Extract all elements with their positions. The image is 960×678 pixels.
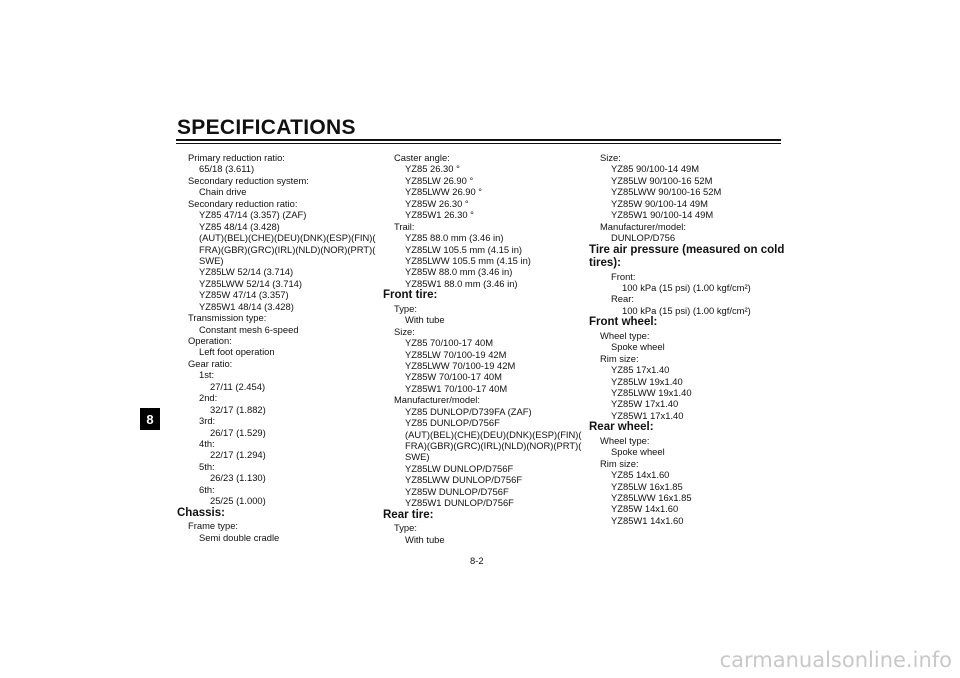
spec-label: Manufacturer/model:	[394, 394, 480, 406]
spec-value: 5th:	[199, 460, 215, 472]
section-heading: Front wheel:	[589, 316, 658, 329]
spec-label: Manufacturer/model:	[600, 220, 686, 232]
spec-value: YZ85 26.30 °	[405, 163, 460, 175]
spec-value: 26/23 (1.130)	[210, 472, 266, 484]
spec-value: Semi double cradle	[199, 531, 280, 543]
spec-label: Size:	[394, 325, 415, 337]
spec-value: YZ85LWW 105.5 mm (4.15 in)	[405, 254, 531, 266]
spec-label: Size:	[600, 152, 621, 163]
spec-label: Frame type:	[188, 520, 239, 532]
spec-label: Secondary reduction ratio:	[188, 197, 298, 209]
spec-value: YZ85LW 70/100-19 42M	[405, 348, 507, 360]
section-heading: Tire air pressure (measured on cold	[589, 243, 785, 256]
spec-label: Rim size:	[600, 457, 639, 469]
spec-value: YZ85LW 19x1.40	[611, 375, 683, 387]
spec-value: YZ85LWW 70/100-19 42M	[405, 359, 516, 371]
spec-value: With tube	[405, 314, 445, 326]
spec-value: YZ85LWW 26.90 °	[405, 186, 483, 198]
section-heading: tires):	[589, 257, 621, 269]
spec-value: YZ85 14x1.60	[611, 469, 670, 481]
spec-value: YZ85LWW 19x1.40	[611, 386, 692, 398]
spec-label: Primary reduction ratio:	[188, 152, 285, 163]
spec-label: Wheel type:	[600, 434, 650, 446]
spec-value: YZ85W 26.30 °	[405, 197, 469, 209]
spec-value: Chain drive	[199, 186, 247, 198]
spec-value: YZ85W1 48/14 (3.428)	[199, 300, 294, 312]
spec-value: YZ85W1 DUNLOP/D756F	[405, 497, 514, 509]
section-heading: Front tire:	[383, 289, 438, 302]
spec-value: YZ85 90/100-14 49M	[611, 163, 700, 175]
spec-value: YZ85W 70/100-17 40M	[405, 371, 502, 383]
section-heading: Rear tire:	[383, 508, 434, 521]
spec-value: YZ85LW 26.90 °	[405, 174, 474, 186]
spec-value: FRA)(GBR)(GRC)(IRL)(NLD)(NOR)(PRT)(	[405, 440, 582, 451]
spec-label: Operation:	[188, 335, 232, 346]
spec-value: Rear:	[611, 293, 634, 305]
chapter-tab: 8	[140, 408, 160, 430]
spec-column-3	[589, 152, 785, 526]
spec-value: 26/17 (1.529)	[210, 426, 266, 438]
spec-value: 65/18 (3.611)	[199, 163, 255, 175]
spec-label: Type:	[394, 302, 417, 314]
spec-value: YZ85 88.0 mm (3.46 in)	[405, 232, 504, 244]
spec-column-2	[383, 152, 582, 545]
spec-value: Spoke wheel	[611, 446, 665, 458]
spec-value: YZ85W 90/100-14 49M	[611, 197, 708, 209]
spec-value: DUNLOP/D756	[611, 232, 676, 244]
spec-value: YZ85W1 14x1.60	[611, 514, 684, 526]
spec-label: Trail:	[394, 220, 415, 232]
spec-value: YZ85 DUNLOP/D739FA (ZAF)	[405, 405, 532, 417]
spec-value: YZ85LW 105.5 mm (4.15 in)	[405, 243, 523, 255]
spec-value: 4th:	[199, 437, 215, 449]
spec-value: 22/17 (1.294)	[210, 449, 266, 461]
spec-value: YZ85LW 16x1.85	[611, 480, 683, 492]
spec-value: YZ85LW DUNLOP/D756F	[405, 462, 514, 474]
spec-value: YZ85W1 26.30 °	[405, 209, 474, 221]
spec-value: Constant mesh 6-speed	[199, 323, 299, 335]
spec-value: 100 kPa (15 psi) (1.00 kgf/cm²)	[622, 281, 751, 293]
page-number: 8-2	[470, 555, 484, 566]
spec-value: YZ85W 17x1.40	[611, 398, 679, 410]
spec-value: 2nd:	[199, 392, 218, 404]
spec-value: SWE)	[199, 254, 224, 266]
spec-value: 100 kPa (15 psi) (1.00 kgf/cm²)	[622, 304, 751, 316]
header-rule-thick	[176, 139, 781, 141]
watermark: carmanualsonline.info	[719, 648, 952, 672]
spec-value: YZ85 17x1.40	[611, 364, 670, 376]
page-title: SPECIFICATIONS	[177, 116, 356, 139]
spec-value: 3rd:	[199, 415, 216, 427]
spec-value: YZ85LWW 16x1.85	[611, 491, 692, 503]
spec-value: 1st:	[199, 369, 215, 381]
spec-value: 6th:	[199, 483, 215, 495]
spec-value: YZ85W1 17x1.40	[611, 409, 684, 421]
spec-label: Wheel type:	[600, 329, 650, 341]
spec-value: YZ85 47/14 (3.357) (ZAF)	[199, 209, 307, 221]
spec-value: Spoke wheel	[611, 341, 665, 353]
spec-label: Transmission type:	[188, 312, 267, 324]
spec-value: YZ85LWW 52/14 (3.714)	[199, 277, 302, 289]
spec-value: YZ85LW 90/100-16 52M	[611, 174, 713, 186]
spec-label: Caster angle:	[394, 152, 450, 163]
spec-value: YZ85W 88.0 mm (3.46 in)	[405, 266, 513, 278]
spec-value: YZ85W 47/14 (3.357)	[199, 289, 289, 301]
spec-value: Front:	[611, 270, 636, 282]
spec-value: FRA)(GBR)(GRC)(IRL)(NLD)(NOR)(PRT)(	[199, 243, 376, 255]
section-heading: Rear wheel:	[589, 421, 654, 434]
spec-value: YZ85 70/100-17 40M	[405, 337, 494, 349]
spec-value: (AUT)(BEL)(CHE)(DEU)(DNK)(ESP)(FIN)(	[405, 428, 582, 440]
spec-value: YZ85LW 52/14 (3.714)	[199, 266, 294, 278]
spec-column-1	[177, 152, 376, 543]
spec-value: YZ85W 14x1.60	[611, 503, 679, 515]
spec-value: YZ85LWW 90/100-16 52M	[611, 186, 722, 198]
spec-value: YZ85W DUNLOP/D756F	[405, 485, 509, 497]
spec-value: YZ85LWW DUNLOP/D756F	[405, 474, 523, 486]
spec-value: 25/25 (1.000)	[210, 495, 266, 507]
spec-value: SWE)	[405, 451, 430, 463]
spec-label: Secondary reduction system:	[188, 174, 309, 186]
spec-value: 32/17 (1.882)	[210, 403, 266, 415]
spec-label: Type:	[394, 522, 417, 534]
header-rule-thin	[176, 143, 781, 144]
spec-value: YZ85W1 70/100-17 40M	[405, 382, 508, 394]
spec-value: 27/11 (2.454)	[210, 380, 266, 392]
spec-value: YZ85W1 88.0 mm (3.46 in)	[405, 277, 518, 289]
spec-value: (AUT)(BEL)(CHE)(DEU)(DNK)(ESP)(FIN)(	[199, 232, 376, 244]
spec-value: YZ85 DUNLOP/D756F	[405, 417, 500, 429]
spec-label: Gear ratio:	[188, 357, 233, 369]
spec-label: Rim size:	[600, 352, 639, 364]
spec-value: YZ85 48/14 (3.428)	[199, 220, 280, 232]
section-heading: Chassis:	[177, 506, 225, 519]
spec-value: With tube	[405, 533, 445, 545]
spec-value: YZ85W1 90/100-14 49M	[611, 209, 714, 221]
spec-value: Left foot operation	[199, 346, 275, 358]
